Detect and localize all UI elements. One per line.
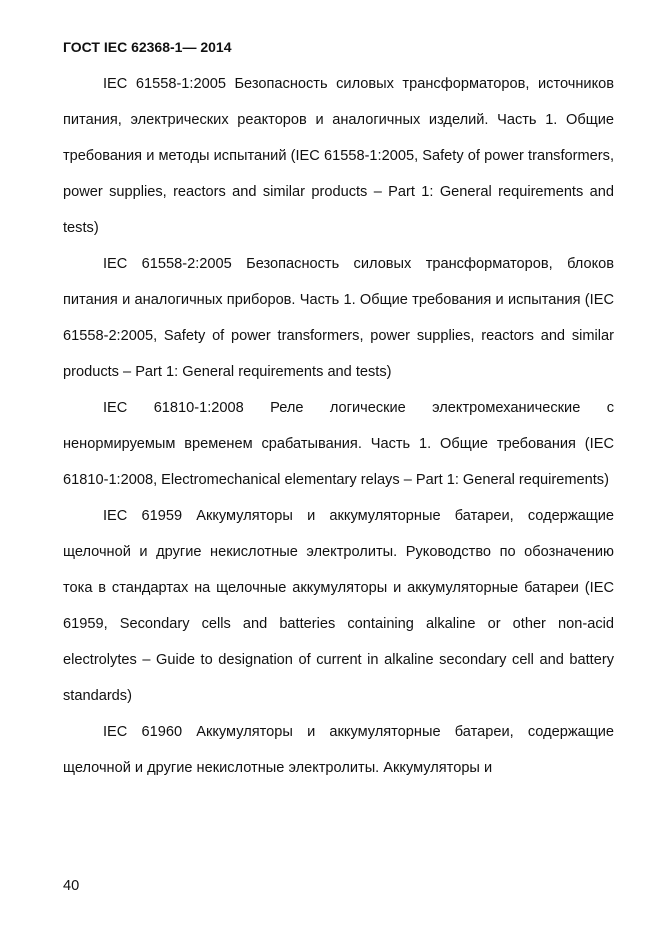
page-number: 40	[63, 878, 80, 894]
reference-entry-iec-61959: IEC 61959 Аккумуляторы и аккумуляторные батареи, содержащие щелочной и другие некислотные электролиты. Руководство по обозначению тока в стандартах на щелочные аккумуляторы и аккумуляторные батареи (IEC 61959, Secondary cells and batteries containing alkaline or other non-acid electrolytes – Guide to designation of current in alkaline secondary cell and battery standards)	[63, 508, 614, 704]
document-body	[63, 66, 614, 786]
reference-entry-iec-61558-1: IEC 61558-1:2005 Безопасность силовых трансформаторов, источников питания, электрических реакторов и аналогичных изделий. Часть 1. Общие требования и методы испытаний (IEC 61558-1:2005, Safety of power transformers, power supplies, reactors and similar products – Part 1: General requirements and tests)	[63, 76, 614, 236]
reference-entry-iec-61810-1: IEC 61810-1:2008 Реле логические электромеханические с ненормируемым временем срабатывания. Часть 1. Общие требования (IEC 61810-1:2008, Electromechanical elementary relays – Part 1: General requirements)	[63, 400, 614, 488]
reference-entry-iec-61558-2: IEC 61558-2:2005 Безопасность силовых трансформаторов, блоков питания и аналогичных приборов. Часть 1. Общие требования и испытания (IEC 61558-2:2005, Safety of power transformers, power supplies, reactors and similar products – Part 1: General requirements and tests)	[63, 256, 614, 380]
document-header: ГОСТ IEC 62368-1— 2014	[63, 39, 232, 55]
reference-entry-iec-61960: IEC 61960 Аккумуляторы и аккумуляторные батареи, содержащие щелочной и другие некислотные электролиты. Аккумуляторы и	[63, 724, 614, 776]
